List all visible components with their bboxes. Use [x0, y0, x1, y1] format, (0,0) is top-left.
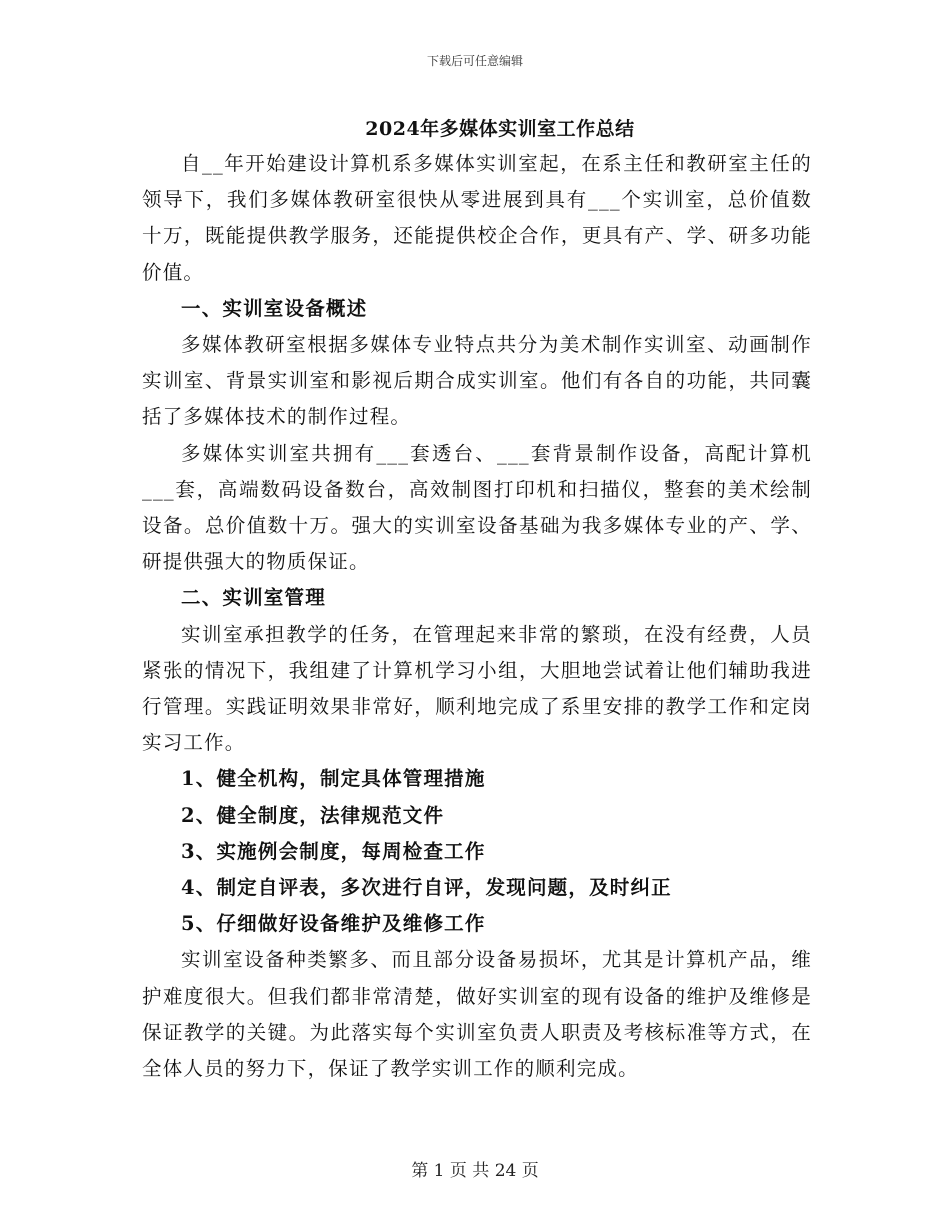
- body-paragraph: 实训室承担教学的任务，在管理起来非常的繁琐，在没有经费，人员紧张的情况下，我组建了计算机学习小组，大胆地尝试着让他们辅助我进行管理。实践证明效果非常好，顺利地完成了系里安排的教学工作和定岗实习工作。: [142, 622, 812, 755]
- body-paragraph: 实训室设备种类繁多、而且部分设备易损坏，尤其是计算机产品，维护难度很大。但我们都非常清楚，做好实训室的现有设备的维护及维修是保证教学的关键。为此落实每个实训室负责人职责及考核标准等方式，在全体人员的努力下，保证了教学实训工作的顺利完成。: [142, 948, 812, 1081]
- document-title: 2024年多媒体实训室工作总结: [365, 118, 635, 140]
- list-heading: 1、健全机构，制定具体管理措施: [181, 767, 486, 791]
- section-heading: 一、实训室设备概述: [181, 296, 368, 320]
- section-heading: 二、实训室管理: [181, 586, 326, 610]
- body-paragraph: 多媒体教研室根据多媒体专业特点共分为美术制作实训室、动画制作实训室、背景实训室和影视后期合成实训室。他们有各自的功能，共同囊括了多媒体技术的制作过程。: [142, 333, 812, 429]
- body-paragraph: 自__年开始建设计算机系多媒体实训室起，在系主任和教研室主任的领导下，我们多媒体教研室很快从零进展到具有___个实训室，总价值数十万，既能提供教学服务，还能提供校企合作，更具有产、学、研多功能价值。: [142, 152, 812, 284]
- list-heading: 3、实施例会制度，每周检查工作: [181, 839, 486, 863]
- body-paragraph: 多媒体实训室共拥有___套透台、___套背景制作设备，高配计算机___套，高端数码设备数台，高效制图打印机和扫描仪，整套的美术绘制设备。总价值数十万。强大的实训室设备基础为我多媒体专业的产、学、研提供强大的物质保证。: [142, 441, 812, 574]
- header-note: 下载后可任意编辑: [426, 54, 523, 68]
- list-heading: 2、健全制度，法律规范文件: [181, 803, 445, 827]
- list-heading: 5、仔细做好设备维护及维修工作: [181, 912, 486, 936]
- page-footer: 第 1 页 共 24 页: [411, 1161, 539, 1181]
- document-body: [142, 146, 812, 1087]
- list-heading: 4、制定自评表，多次进行自评，发现问题，及时纠正: [181, 876, 672, 900]
